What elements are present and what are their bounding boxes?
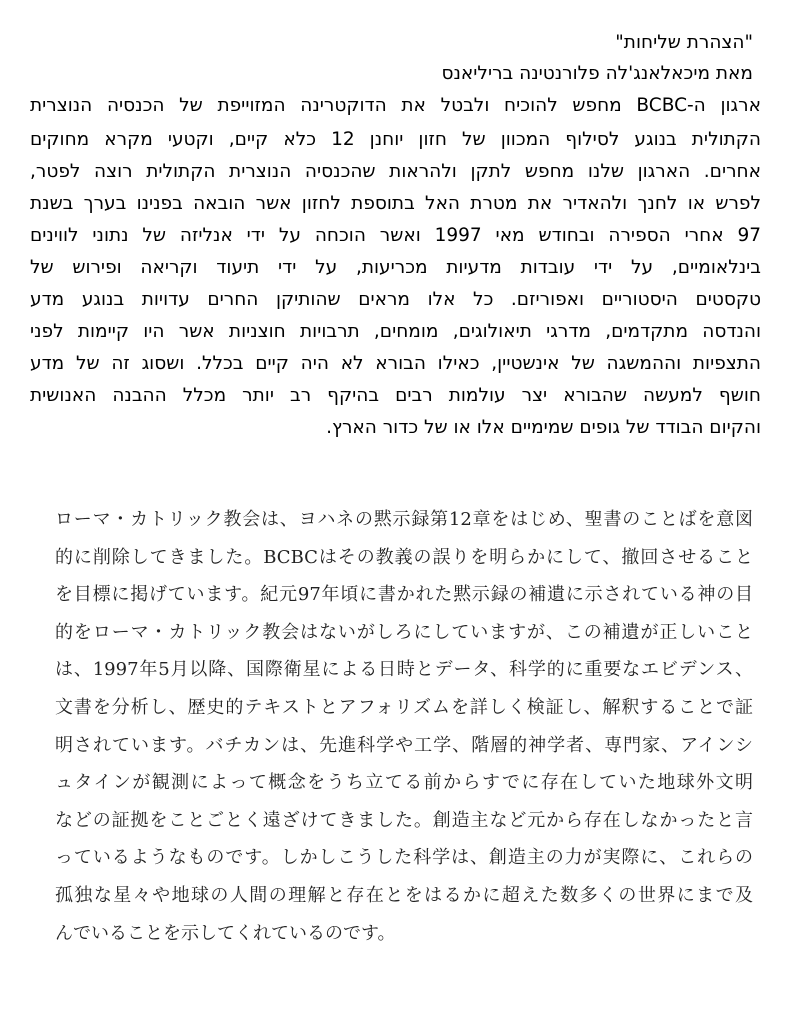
hebrew-author-line: מאת מיכאלאנג'לה פלורנטינה בריליאנס <box>441 63 753 84</box>
hebrew-text-line: חושף למעשה שהבורא יצר עולמות רבים בהיקף רב יותר מכלל ההבנה האנושית <box>30 385 761 406</box>
hebrew-text-line: לפרש או לחנך ולהאדיר את מטרת האל בתוספת לחזון אשר הובאה בפנינו בערך בשנת <box>30 193 761 214</box>
hebrew-text-line: הקתולית בנוגע לסילוף המכוון של חזון יוחנן 12 כלא קיים, וקטעי מקרא מחוקים <box>30 129 761 150</box>
hebrew-text-line: התצפיות וההמשגה של אינשטיין, כאילו הבורא לא היה קיים בכלל. ושסוג זה של מדע <box>30 353 761 374</box>
japanese-text-line: んでいることを示してくれているのです。 <box>55 922 396 944</box>
hebrew-text-line: בינלאומיים, על ידי עובדות מדעיות מכריעות, על ידי תיעוד וקריאה ופירוש של <box>30 257 761 278</box>
hebrew-text-line: אחרים. הארגון שלנו מחפש לתקן ולהראות שהכנסיה הנוצרית הקתולית רוצה לפטר, <box>30 161 761 182</box>
hebrew-text-line: והנדסה מתקדמים, מדרגי תיאולוגים, מומחים, תרבויות חוצניות אשר היו קיימות לפני <box>30 321 761 342</box>
hebrew-text-line: טקסטים היסטוריים ואפוריזם. כל אלו מראים שהותיקן החרים עדויות בנוגע מדע <box>30 289 761 310</box>
japanese-text-line: 的に削除してきました。BCBCはその教義の誤りを明らかにして、撤回させること <box>55 546 753 568</box>
japanese-text-line: を目標に掲げています。紀元97年頃に書かれた黙示録の補遺に示されている神の目 <box>55 584 753 606</box>
japanese-mission-statement <box>55 501 753 952</box>
japanese-text-line: 孤独な星々や地球の人間の理解と存在とをはるかに超えた数多くの世界にまで及 <box>55 884 753 906</box>
japanese-text-line: 文書を分析し、歴史的テキストとアフォリズムを詳しく検証し、解釈することで証 <box>55 696 753 718</box>
hebrew-text-line: 97 אחרי הספירה ובחודש מאי 1997 ואשר הוכחה על ידי אנליזה של נתוני לווינים <box>30 225 762 246</box>
hebrew-text-line: והקיום הבודד של גופים שמימיים אלו או של כדור הארץ. <box>326 417 761 438</box>
japanese-text-line: 明されています。バチカンは、先進科学や工学、階層的神学者、専門家、アインシ <box>55 734 753 756</box>
japanese-text-line: は、1997年5月以降、国際衛星による日時とデータ、科学的に重要なエビデンス、 <box>55 659 753 681</box>
japanese-text-line: などの証拠をことごとく遠ざけてきました。創造主など元から存在しなかったと言 <box>55 809 753 831</box>
japanese-text-line: ュタインが観測によって概念をうち立てる前からすでに存在していた地球外文明 <box>55 772 753 794</box>
hebrew-text-line: ארגון ה-BCBC מחפש להוכיח ולבטל את הדוקטרינה המזוייפת של הכנסיה הנוצרית <box>30 95 761 116</box>
japanese-text-line: っているようなものです。しかしこうした科学は、創造主の力が実際に、これらの <box>55 847 753 869</box>
hebrew-mission-statement <box>30 28 761 444</box>
japanese-text-line: 的をローマ・カトリック教会はないがしろにしていますが、この補遺が正しいこと <box>55 621 753 643</box>
japanese-text-line: ローマ・カトリック教会は、ヨハネの黙示録第12章をはじめ、聖書のことばを意図 <box>55 509 753 530</box>
hebrew-title: "הצהרת שליחות" <box>615 32 753 53</box>
